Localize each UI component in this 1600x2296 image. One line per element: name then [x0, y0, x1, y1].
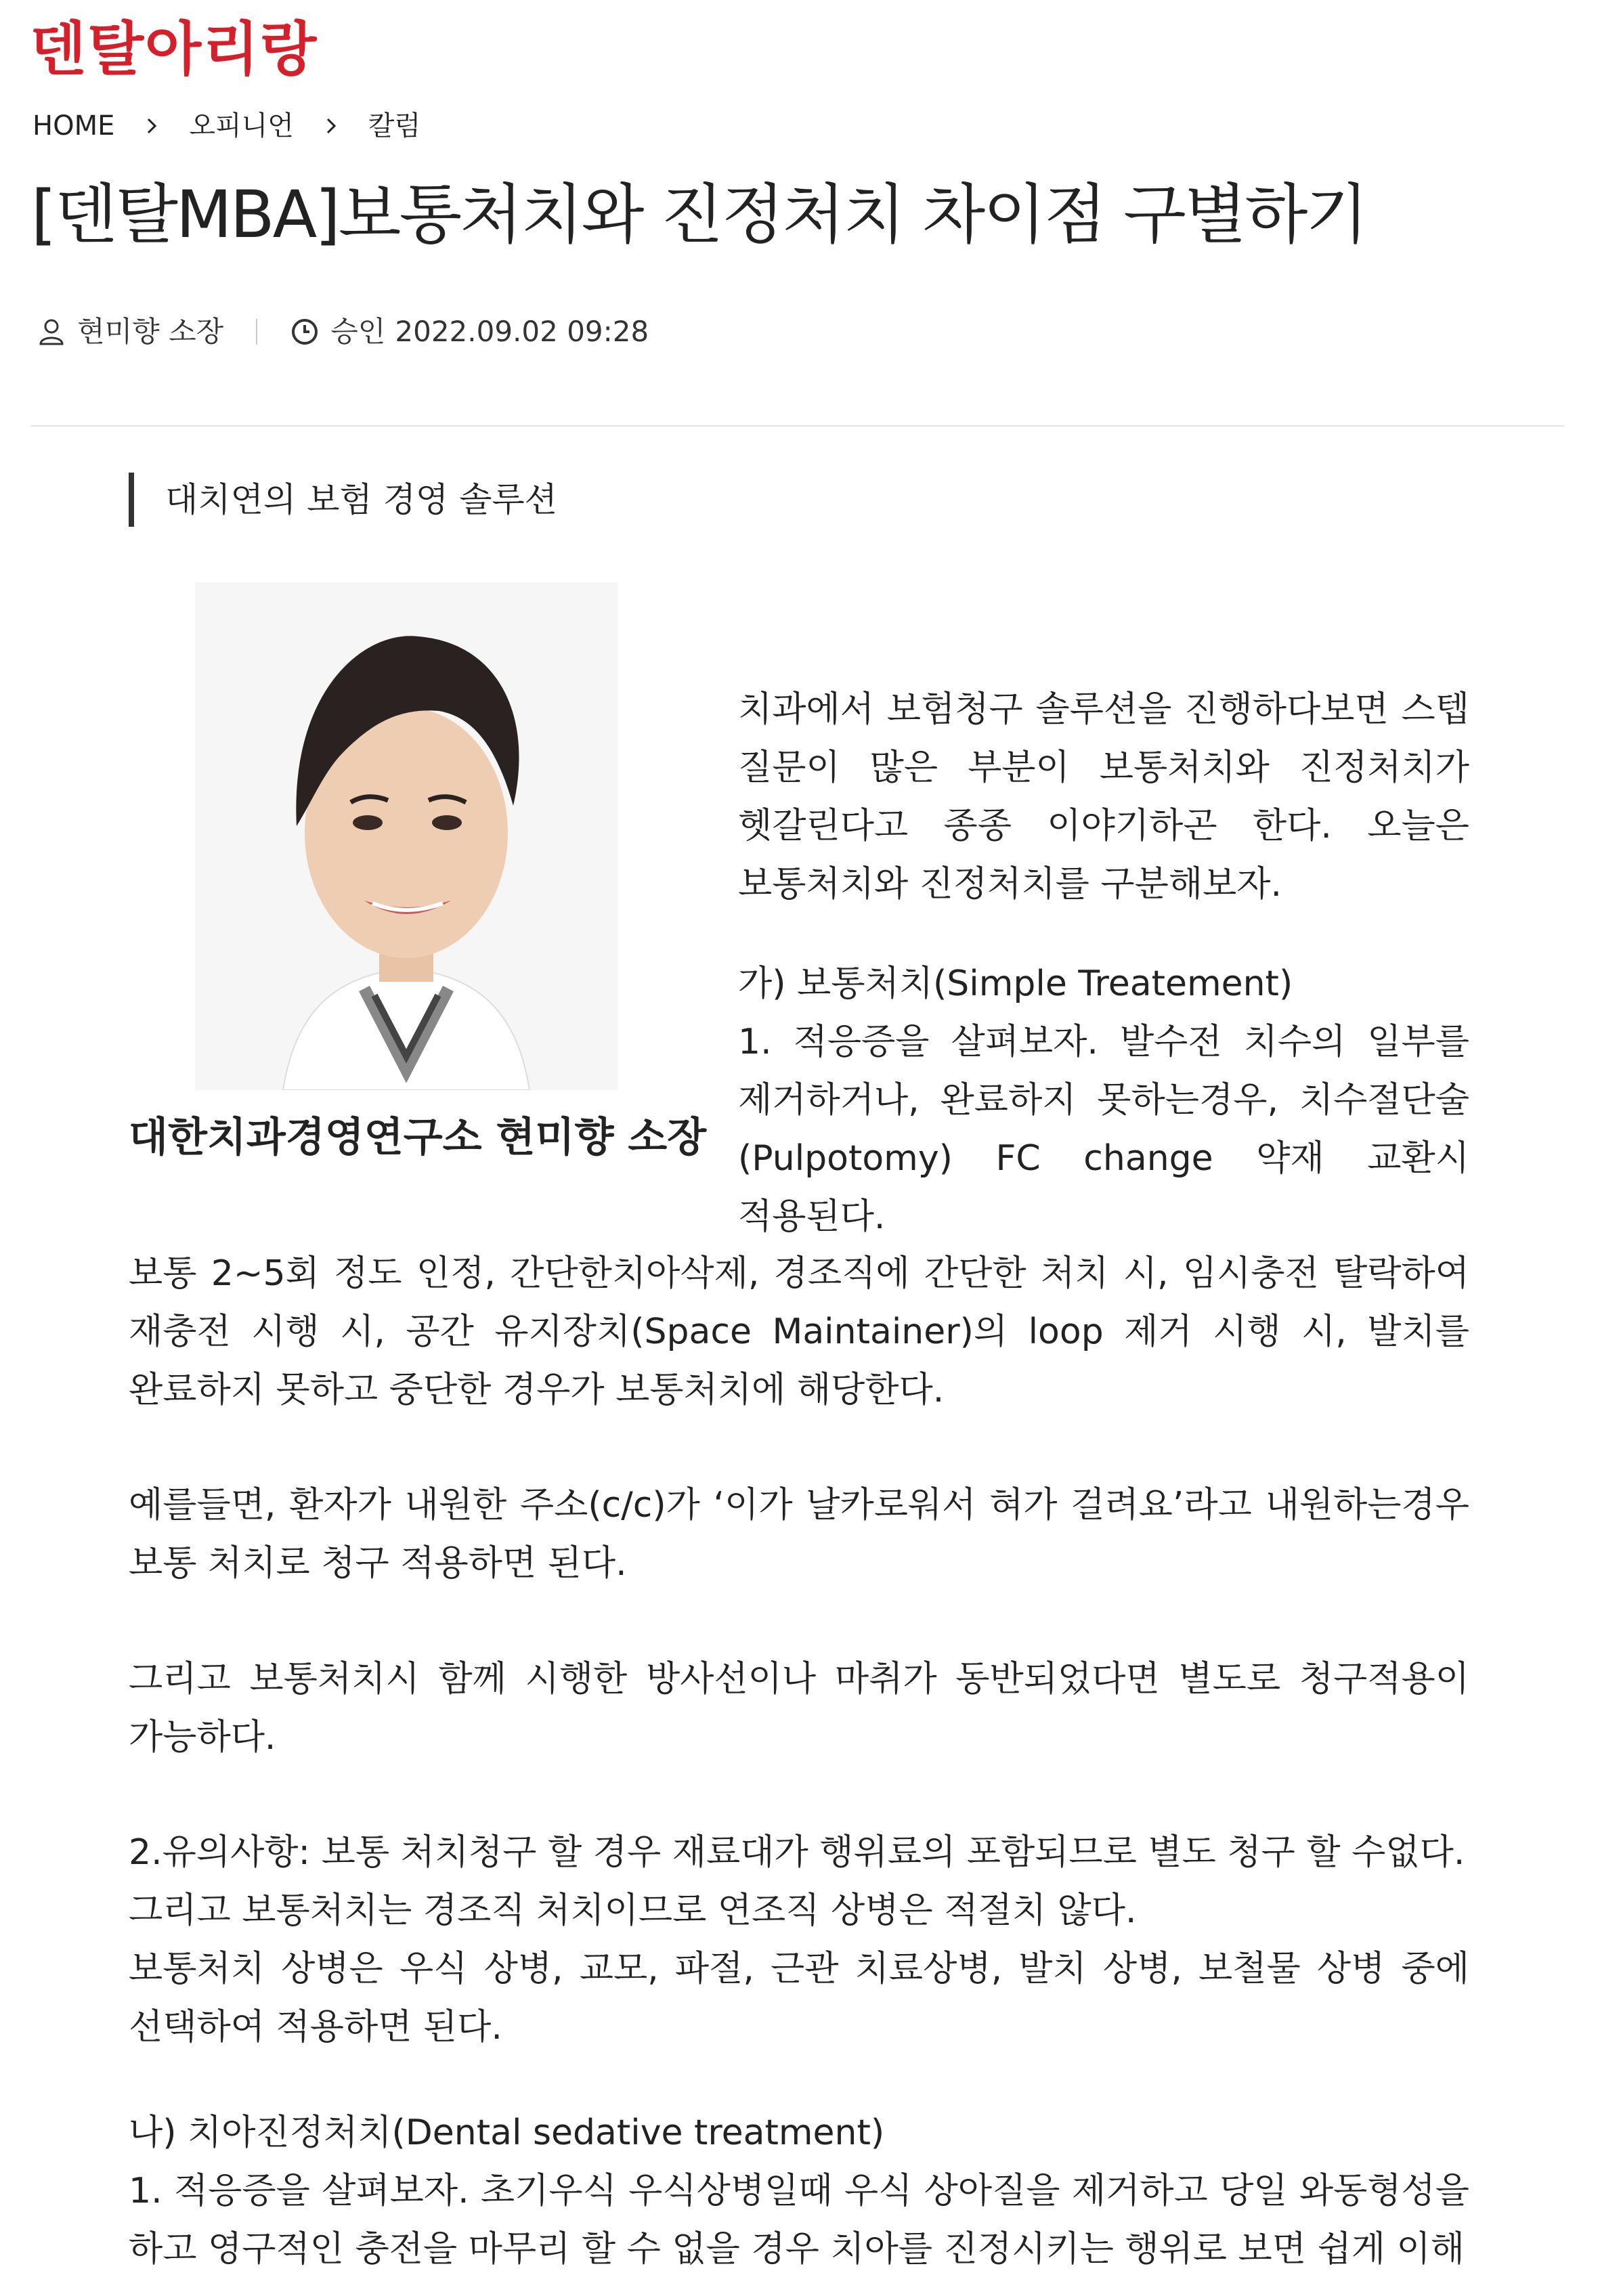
paragraph-4-line-1: 2.유의사항: 보통 처치청구 할 경우 재료대가 행위료의 포함되므로 별도 청구 할 수없다. [129, 1832, 1465, 1873]
header-divider [31, 425, 1564, 427]
article-title: [덴탈MBA]보통처치와 진정처치 차이점 구별하기 [31, 177, 1367, 253]
clock-icon [290, 317, 320, 347]
chevron-right-icon [142, 116, 162, 136]
section-ga-heading: 가) 보통처치(Simple Treatement) [738, 963, 1293, 1004]
author-photo [195, 582, 618, 1090]
paragraph-1: 보통 2~5회 정도 인정, 간단한치아삭제, 경조직에 간단한 처치 시, 임시충전 탈락하여 재충전 시행 시, 공간 유지장치(Space Maintainer)의 loop 제거 시행 시, 발치를 완료하지 못하고 중단한 경우가 보통처치에 해당한다. [129, 1253, 1469, 1410]
chevron-right-icon [321, 116, 341, 136]
article-meta [37, 313, 649, 351]
article-subtitle: 대치연의 보험 경영 솔루션 [129, 473, 557, 527]
photo-caption: 대한치과경영연구소 현미향 소장 [129, 1114, 707, 1161]
breadcrumb-home-link[interactable]: HOME [33, 110, 115, 142]
section-ga-item-1: 1. 적응증을 살펴보자. 발수전 치수의 일부를 제거하거나, 완료하지 못하는경우, 치수절단술(Pulpotomy) FC change 약재 교환시 적용된다. [738, 1022, 1469, 1237]
approved-label: 승인 [330, 315, 386, 348]
section-na-heading: 나) 치아진정처치(Dental sedative treatment) [129, 2113, 885, 2153]
person-icon [37, 317, 66, 347]
meta-divider [256, 319, 257, 345]
section-na-item-1: 1. 적응증을 살펴보자. 초기우식 우식상병일때 우식 상아질을 제거하고 당일 와동형성을 하고 영구적인 충전을 마무리 할 수 없을 경우 치아를 진정시키는 행위로 보면 쉽게 이해 [129, 2171, 1469, 2270]
paragraph-2: 예를들면, 환자가 내원한 주소(c/c)가 ‘이가 날카로워서 혀가 걸려요’라고 내원하는경우 보통 처치로 청구 적용하면 된다. [129, 1485, 1469, 1584]
site-logo[interactable]: 덴탈아리랑 [30, 16, 318, 83]
approved-datetime: 2022.09.02 09:28 [395, 315, 649, 348]
paragraph-4-line-3: 보통처치 상병은 우식 상병, 교모, 파절, 근관 치료상병, 발치 상병, 보철물 상병 중에 선택하여 적용하면 된다. [129, 1949, 1469, 2048]
breadcrumb-column-link[interactable]: 칼럼 [368, 110, 421, 142]
paragraph-3: 그리고 보통처치시 함께 시행한 방사선이나 마취가 동반되었다면 별도로 청구적용이 가능하다. [129, 1659, 1469, 1758]
paragraph-4 [129, 1823, 1469, 2056]
paragraph-4-line-2: 그리고 보통처치는 경조직 처치이므로 연조직 상병은 적절치 않다. [129, 1890, 1137, 1931]
breadcrumb-opinion-link[interactable]: 오피니언 [189, 110, 294, 142]
article-author[interactable]: 현미향 소장 [77, 315, 224, 348]
author-portrait-illustration [195, 582, 618, 1090]
breadcrumb [33, 108, 420, 144]
paragraph-intro: 치과에서 보험청구 솔루션을 진행하다보면 스텝 질문이 많은 부분이 보통처치와 진정처치가 헷갈린다고 종종 이야기하곤 한다. 오늘은 보통처치와 진정처치를 구분해보자. [738, 689, 1469, 905]
